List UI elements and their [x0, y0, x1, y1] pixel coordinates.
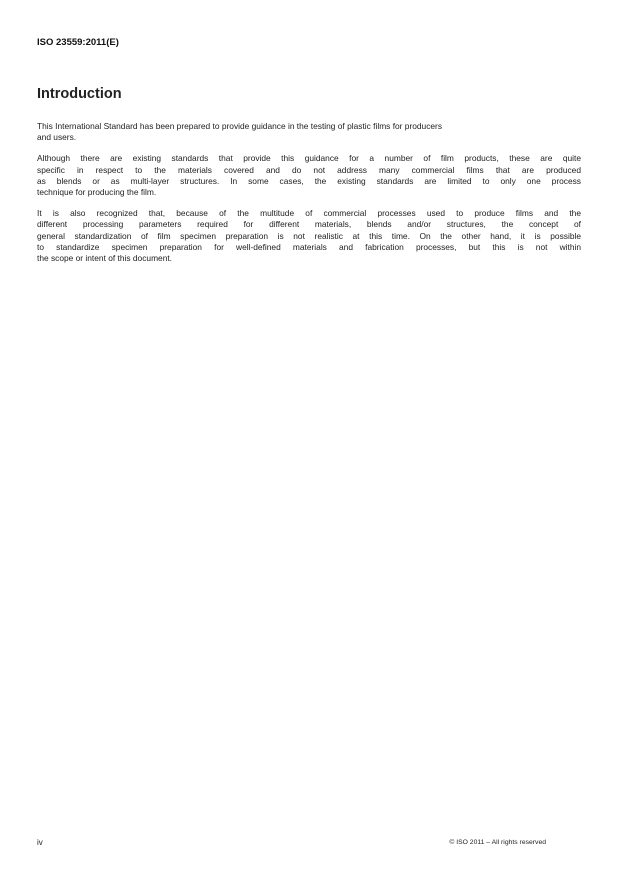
text-line: This International Standard has been prepared to provide guidance in the testing of plastic films for producers: [37, 121, 443, 131]
text-line: It is also recognized that, because of the multitude of commercial processes used to produce films and the: [37, 208, 581, 219]
text-line: as blends or as multi-layer structures. In some cases, the existing standards are limited to only one process: [37, 175, 581, 186]
text-line: technique for producing the film.: [37, 187, 157, 198]
text-line: to standardize specimen preparation for well-defined materials and fabrication processes, but this is not within: [37, 241, 581, 252]
page-number: iv: [37, 838, 43, 847]
copyright-notice: © ISO 2011 – All rights reserved: [449, 839, 546, 846]
text-line: and users.: [37, 132, 77, 143]
text-line: different processing parameters required for different materials, blends and/or structures, the concept of: [37, 219, 581, 230]
paragraph: [37, 208, 581, 264]
section-title: Introduction: [37, 86, 122, 102]
paragraph: [37, 153, 581, 198]
text-line: specific in respect to the materials covered and do not address many commercial films that are produced: [37, 164, 581, 175]
paragraph: [37, 121, 581, 143]
document-id-header: ISO 23559:2011(E): [37, 37, 119, 48]
text-line: general standardization of film specimen preparation is not realistic at this time. On the other hand, it is possible: [37, 230, 581, 241]
text-line: the scope or intent of this document.: [37, 253, 173, 264]
text-line: Although there are existing standards that provide this guidance for a number of film products, these are quite: [37, 153, 581, 164]
document-body: [37, 121, 581, 274]
